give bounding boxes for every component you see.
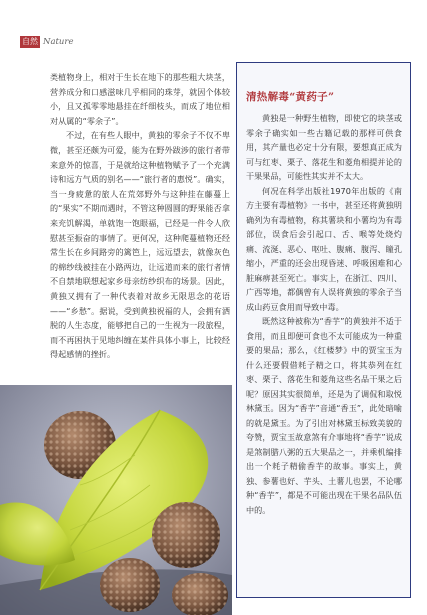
left-paragraph: 类植物身上，相对于生长在地下的那些粗大块茎，营养成分和口感滋味几乎相同的珠芽，就因个体较小，且又孤零零地悬挂在纤细枝头，而成了地位相对从属的“零余子”。 <box>50 72 230 126</box>
section-name-en: Nature <box>43 37 74 47</box>
panel-paragraph: 何况在科学出版社1970年出版的《南方主要有毒植物》一书中，甚至还将黄独明确列为有毒植物，称其薯块和小薯均为有毒部位，误食后会引起口、舌、喉等处烧灼痛、流涎、恶心、呕吐、腹痛、腹泻、瞳孔缩小，严重的还会出现昏迷、呼吸困难和心脏麻痹甚至死亡。事实上，在浙江、四川、广西等地，都偶曾有人误将黄独的零余子当成山药豆食用而导致中毒。 <box>246 185 402 312</box>
yellow-yam-illustration <box>0 385 232 615</box>
panel-paragraph: 黄独是一种野生植物，即使它的块茎或零余子确实如一些古籍记载的那样可供食用，其产量也必定十分有限，要想真正成为可与红枣、栗子、落花生和菱角相提并论的干果果品，可能性其实并不太大。 <box>246 113 402 181</box>
bulb-bottom <box>172 573 228 615</box>
left-column <box>50 70 230 362</box>
panel-paragraph: 既然这种被称为“香芋”的黄独并不适于食用，而且即便可食也不太可能成为一种重要的果品；那么，《红楼梦》中的贾宝玉为什么还要假借耗子精之口，将其恭列在红枣、栗子、落花生和菱角这些名品干果之后呢？原因其实很简单，还是为了调侃和取悦林黛玉。因为“香芋”音通“香玉”，此处暗喻的就是黛玉。为了引出对林黛玉标致美貌的夸赞，贾宝玉故意煞有介事地将“香芋”说成是煞制腊八粥的五大果品之一，并乘机编排出一个耗子精偷香芋的故事。事实上，黄独、参薯也好、芋头、土薯儿也罢，不论哪种“香芋”，都是不可能出现在干果名品队伍中的。 <box>246 316 402 515</box>
section-tag: 自然 <box>22 37 38 46</box>
yellow-yam-photo <box>0 385 232 615</box>
panel-title: 清热解毒“黄药子” <box>246 91 335 103</box>
bulb-front <box>100 558 160 612</box>
section-header <box>20 35 74 49</box>
sidebar-panel <box>236 62 411 598</box>
bulb-right <box>152 502 220 568</box>
left-paragraph: 不过，在有些人眼中，黄独的零余子不仅不卑微，甚至还颇为可爱，能为在野外跋涉的旅行者带来意外的惊喜，于是就给这种植物赋予了一个充满诗和远方气质的别名——“旅行者的惠悦”。确实，当一身疲惫的旅人在荒郊野外与这种挂在藤蔓上的“果实”不期而遇时，不管这种圆圆的野果能否拿来充饥解渴，单就饱一饱眼福，已经是一件令人欣慰甚至振奋的事情了。更何况，这种爬蔓植物还经常生长在乡间路旁的篱笆上，远远望去，就像灰色的棉纱线被挂在小路两边，让远道而来的旅行者情不自禁地联想起家乡母亲纺纱织布的场景。因此，黄独又拥有了一种代表着对故乡无限思念的花语——“乡愁”。据说，受到黄独祝福的人，会拥有洒脱的人生态度，能够把自己的一生视为一段旅程，而不再困执于见地纠缠在某件具体小事上，比较经得起感情的挫折。 <box>50 130 230 360</box>
